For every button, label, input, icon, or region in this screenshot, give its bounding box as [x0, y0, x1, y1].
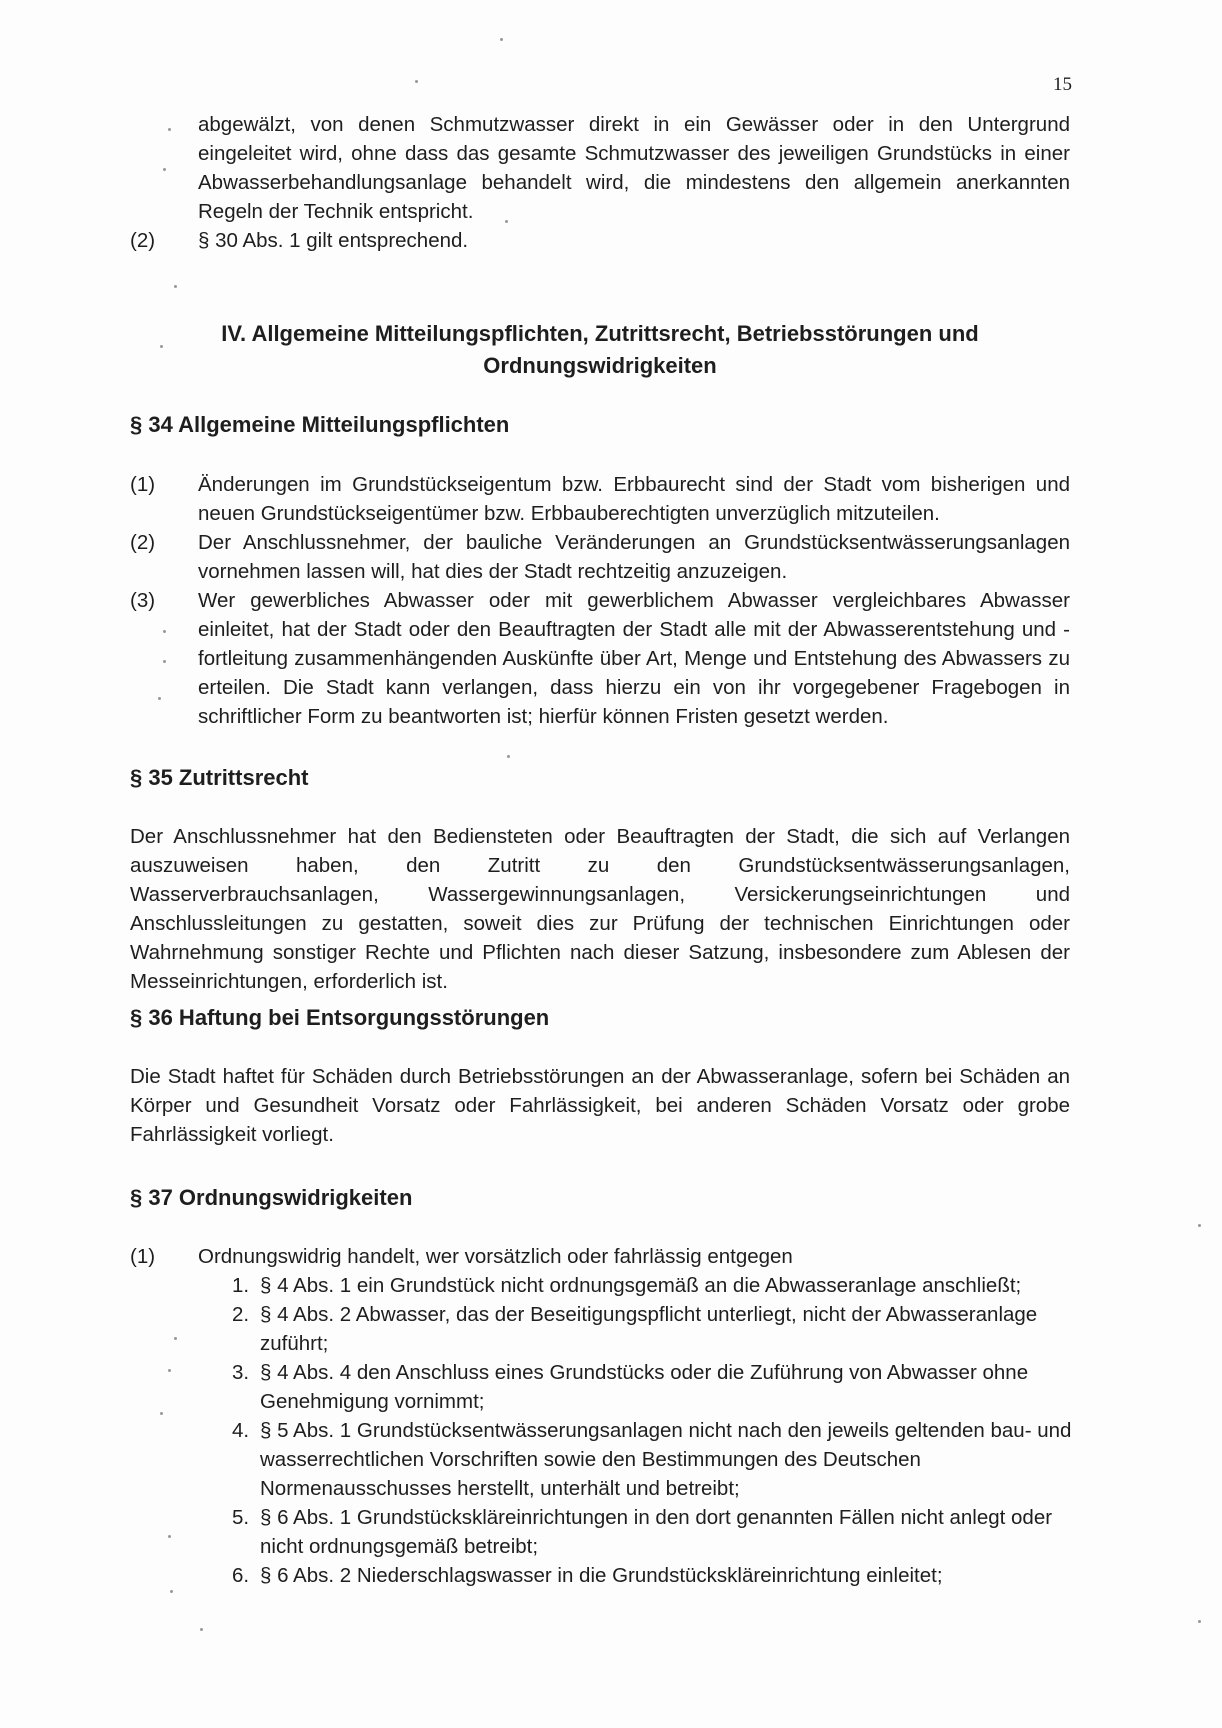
list-item: [232, 1358, 1072, 1416]
section-36-heading: § 36 Haftung bei Entsorgungsstörungen: [130, 1005, 550, 1030]
section-37-intro: [130, 1242, 1070, 1271]
list-item-number: 2.: [232, 1303, 250, 1326]
section-34-body: [130, 470, 1070, 731]
list-item-text: § 6 Abs. 1 Grundstückskläreinrichtungen in den dort genannten Fällen nicht anlegt oder nicht ordnungsgemäß betreibt;: [260, 1506, 1053, 1558]
scan-speck: [168, 1369, 171, 1372]
scan-speck: [505, 220, 508, 223]
list-item: [232, 1300, 1072, 1358]
section-35-text: Der Anschlussnehmer hat den Bediensteten oder Beauftragten der Stadt, die sich auf Verlangen auszuweisen haben, den Zutritt zu den Grundstücksentwässerungsanlagen, Wasserverbrauchsanlagen, Wassergewinnungsanlagen, Versickerungseinrichtungen und Anschlussleitungen zu gestatten, soweit dies zur Prüfung der technischen Einrichtungen oder Wahrnehmung sonstiger Rechte und Pflichten nach dieser Satzung, insbesondere zum Ablesen der Messeinrichtungen, erforderlich ist.: [130, 825, 1070, 993]
section-37-heading: § 37 Ordnungswidrigkeiten: [130, 1185, 413, 1210]
scan-speck: [1198, 1620, 1201, 1623]
subsection-number: (2): [130, 229, 156, 252]
list-item-number: 6.: [232, 1564, 250, 1587]
continuation-block: [130, 110, 1070, 255]
violations-list: [232, 1271, 1072, 1590]
section-36-text: Die Stadt haftet für Schäden durch Betriebsstörungen an der Abwasseranlage, sofern bei Schäden an Körper und Gesundheit Vorsatz oder Fahrlässigkeit, bei anderen Schäden Vorsatz oder grobe Fahrlässigkeit vorliegt.: [130, 1065, 1070, 1146]
chapter-heading-line2: Ordnungswidrigkeiten: [483, 353, 717, 378]
section-34-heading: § 34 Allgemeine Mitteilungspflichten: [130, 412, 510, 437]
list-item-text: § 4 Abs. 4 den Anschluss eines Grundstücks oder die Zuführung von Abwasser ohne Genehmigung vornimmt;: [260, 1361, 1029, 1413]
list-item-text: § 4 Abs. 2 Abwasser, das der Beseitigungspflicht unterliegt, nicht der Abwasseranlage zuführt;: [260, 1303, 1038, 1355]
list-item-number: 5.: [232, 1506, 250, 1529]
list-item-number: 4.: [232, 1419, 250, 1442]
subsection-text: § 30 Abs. 1 gilt entsprechend.: [198, 229, 469, 252]
scan-speck: [163, 168, 166, 171]
list-item-number: 1.: [232, 1274, 250, 1297]
subsection-number: (3): [130, 589, 156, 612]
scan-speck: [174, 1337, 177, 1340]
list-item: [232, 1271, 1072, 1300]
scan-speck: [168, 1535, 171, 1538]
scan-speck: [160, 345, 163, 348]
subsection-text: Änderungen im Grundstückseigentum bzw. Erbbaurecht sind der Stadt vom bisherigen und neuen Grundstückseigentümer bzw. Erbbauberechtigten unverzüglich mitzuteilen.: [198, 473, 1070, 525]
page-number: 15: [1053, 74, 1072, 95]
scan-speck: [163, 630, 166, 633]
list-item: [232, 1561, 1072, 1590]
scan-speck: [170, 1590, 173, 1593]
chapter-heading: [130, 318, 1070, 382]
list-item-text: § 6 Abs. 2 Niederschlagswasser in die Grundstückskläreinrichtung einleitet;: [260, 1564, 943, 1587]
scan-speck: [500, 38, 503, 41]
scan-speck: [160, 1412, 163, 1415]
scan-speck: [163, 660, 166, 663]
section-35-heading: § 35 Zutrittsrecht: [130, 765, 309, 790]
scan-speck: [174, 285, 177, 288]
list-item: [232, 1416, 1072, 1503]
scan-speck: [507, 755, 510, 758]
list-item: [232, 1503, 1072, 1561]
list-item-text: § 5 Abs. 1 Grundstücksentwässerungsanlagen nicht nach den jeweils geltenden bau- und wasserrechtlichen Vorschriften sowie den Bestimmungen des Deutschen Normenausschusses herstellt, unterhält und betreibt;: [260, 1419, 1072, 1500]
subsection-text: Der Anschlussnehmer, der bauliche Veränderungen an Grundstücksentwässerungsanlagen vornehmen lassen will, hat dies der Stadt rechtzeitig anzuzeigen.: [198, 531, 1070, 583]
list-item-text: § 4 Abs. 1 ein Grundstück nicht ordnungsgemäß an die Abwasseranlage anschließt;: [260, 1274, 1022, 1297]
subsection-text: Wer gewerbliches Abwasser oder mit gewerblichem Abwasser vergleichbares Abwasser einleitet, hat der Stadt oder den Beauftragten der Stadt alle mit der Abwasserentstehung und -fortleitung zusammenhängenden Auskünfte über Art, Menge und Entstehung des Abwassers zu erteilen. Die Stadt kann verlangen, dass hierzu ein von ihr vorgegebener Fragebogen in schriftlicher Form zu beantworten ist; hierfür können Fristen gesetzt werden.: [198, 589, 1070, 728]
subsection-number: (1): [130, 473, 156, 496]
continuation-text: abgewälzt, von denen Schmutzwasser direkt in ein Gewässer oder in den Untergrund eingeleitet wird, ohne dass das gesamte Schmutzwasser des jeweiligen Grundstücks in einer Abwasserbehandlungsanlage behandelt wird, die mindestens den allgemein anerkannten Regeln der Technik entspricht.: [198, 113, 1070, 223]
chapter-heading-line1: IV. Allgemeine Mitteilungspflichten, Zutrittsrecht, Betriebsstörungen und: [221, 321, 979, 346]
subsection-number: (1): [130, 1245, 156, 1268]
scan-speck: [200, 1628, 203, 1631]
subsection-number: (2): [130, 531, 156, 554]
scan-speck: [415, 80, 418, 83]
scan-speck: [158, 697, 161, 700]
list-item-number: 3.: [232, 1361, 250, 1384]
subsection-text: Ordnungswidrig handelt, wer vorsätzlich oder fahrlässig entgegen: [198, 1245, 793, 1268]
scan-speck: [1198, 1224, 1201, 1227]
scan-speck: [168, 128, 171, 131]
